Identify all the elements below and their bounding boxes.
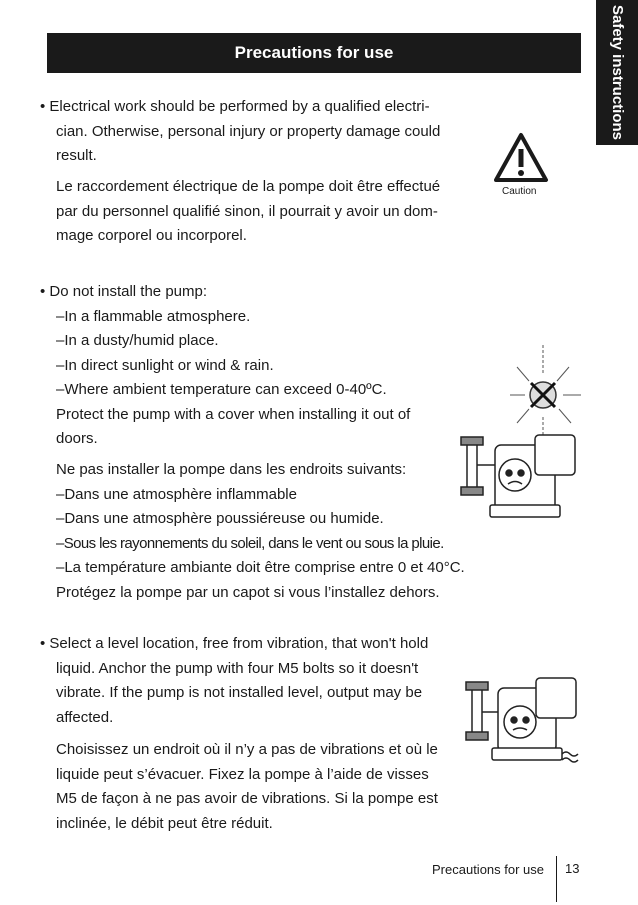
text-line: M5 de façon à ne pas avoir de vibrations. Si la pompe est [56,790,438,807]
text-line: –In a dusty/humid place. [56,332,219,349]
paragraph-location-fr [40,738,438,836]
text-line: Choisissez un endroit où il n’y a pas de vibrations et où le [56,741,438,758]
text-line: –Dans une atmosphère inflammable [56,485,297,503]
pump-sunlight-illustration [455,345,585,525]
text-line: –Sous les rayonnements du soleil, dans le vent ou sous la pluie. [56,534,444,552]
page-number: 13 [565,861,580,876]
text-line: affected. [56,708,114,726]
text-line: –In a flammable atmosphere. [56,307,251,325]
pump-icon [461,435,575,517]
paragraph-installation-en [40,280,410,452]
text-line: liquid. Anchor the pump with four M5 bolts so it doesn't [56,659,419,677]
text-line: vibrate. If the pump is not installed level, output may be [56,684,423,701]
side-tab-label: Safety instructions [609,4,626,141]
text-line: Protect the pump with a cover when installing it out of [56,405,411,423]
paragraph-electrical-en [40,95,440,169]
paragraph-installation-fr [40,458,465,605]
text-line: Le raccordement électrique de la pompe doit être effectué [56,178,441,195]
text-line: –Where ambient temperature can exceed 0-40ºC. [56,381,387,398]
text-line: doors. [56,430,98,447]
sun-crossed-icon [510,345,581,443]
text-line: –Dans une atmosphère poussiéreuse ou humide. [56,510,384,527]
footer-section-label: Precautions for use [432,862,545,877]
paragraph-electrical-fr [40,175,440,249]
footer-divider [556,856,557,902]
pump-vibration-illustration [462,670,587,770]
section-title-bar [47,33,581,73]
text-line: • Do not install the pump: [40,283,208,300]
text-line: –In direct sunlight or wind & rain. [56,356,274,374]
text-line: • Select a level location, free from vibration, that won't hold [40,635,429,652]
warning-icon [493,132,549,184]
text-line: • Electrical work should be performed by a qualified electri- [40,98,430,115]
side-tab [596,0,638,145]
text-line: par du personnel qualifié sinon, il pourrait y avoir un dom- [56,202,438,220]
text-line: –La température ambiante doit être comprise entre 0 et 40°C. [56,559,465,576]
paragraph-location-en [40,632,428,730]
text-line: liquide peut s’évacuer. Fixez la pompe à l’aide de visses [56,765,429,783]
text-line: cian. Otherwise, personal injury or property damage could [56,122,441,140]
text-line: Ne pas installer la pompe dans les endroits suivants: [56,461,407,478]
caution-label: Caution [502,186,537,197]
section-title: Precautions for use [234,43,394,62]
text-line: inclinée, le débit peut être réduit. [56,814,273,832]
text-line: Protégez la pompe par un capot si vous l’installez dehors. [56,583,440,601]
text-line: mage corporel ou incorporel. [56,227,247,244]
text-line: result. [56,147,97,164]
